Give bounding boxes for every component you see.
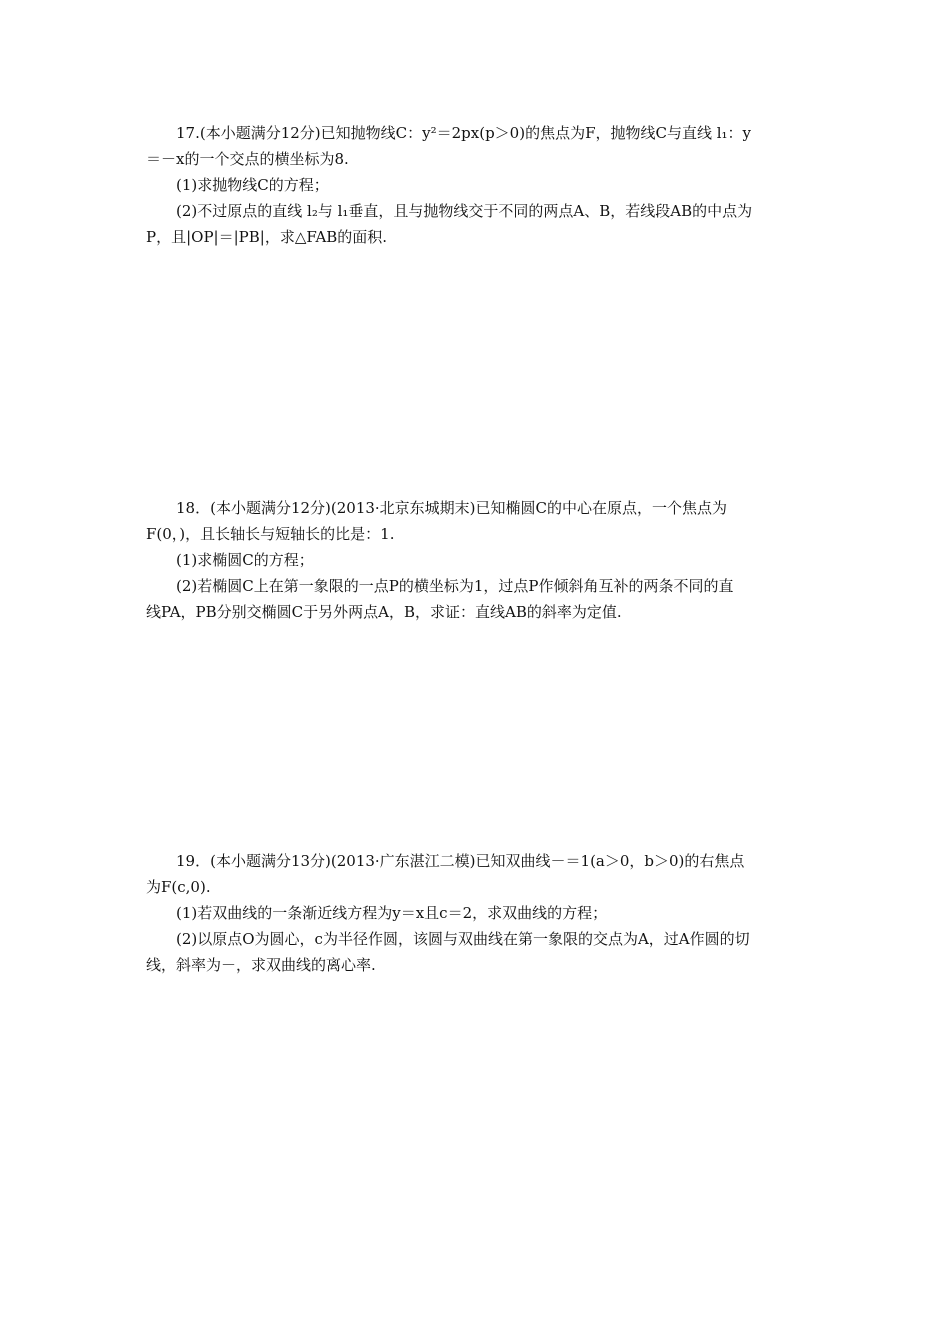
problem-19-line-1: 19．(本小题满分13分)(2013·广东湛江二模)已知双曲线－＝1(a＞0，b＞0)的右焦点 — [176, 852, 745, 870]
problem-19-line-5: 线，斜率为－，求双曲线的离心率. — [146, 956, 376, 974]
problem-17-line-1: 17.(本小题满分12分)已知抛物线C：y²＝2px(p＞0)的焦点为F，抛物线C与直线 l₁：y — [176, 124, 752, 142]
problem-18-line-5: 线PA，PB分别交椭圆C于另外两点A，B，求证：直线AB的斜率为定值. — [146, 603, 622, 621]
problem-19-line-2: 为F(c,0). — [146, 878, 211, 896]
problem-17-part-1: (1)求抛物线C的方程； — [176, 176, 329, 194]
problem-17-line-2: ＝－x的一个交点的横坐标为8. — [146, 150, 349, 168]
problem-18-part-2: (2)若椭圆C上在第一象限的一点P的横坐标为1，过点P作倾斜角互补的两条不同的直 — [176, 577, 734, 595]
problem-17-line-5: P，且|OP|＝|PB|，求△FAB的面积. — [146, 228, 388, 246]
problem-18-line-1: 18．(本小题满分12分)(2013·北京东城期末)已知椭圆C的中心在原点，一个焦点为 — [176, 499, 728, 517]
problem-18 — [146, 495, 810, 625]
problem-19 — [146, 848, 810, 978]
problem-19-part-2: (2)以原点O为圆心，c为半径作圆，该圆与双曲线在第一象限的交点为A，过A作圆的切 — [176, 930, 750, 948]
problem-17-part-2: (2)不过原点的直线 l₂与 l₁垂直，且与抛物线交于不同的两点A、B，若线段AB的中点为 — [176, 202, 753, 220]
problem-19-part-1: (1)若双曲线的一条渐近线方程为y＝x且c＝2，求双曲线的方程； — [176, 904, 608, 922]
problem-18-line-2: F(0，)，且长轴长与短轴长的比是：1. — [146, 525, 395, 543]
problem-18-part-1: (1)求椭圆C的方程； — [176, 551, 314, 569]
problem-17 — [146, 120, 810, 250]
